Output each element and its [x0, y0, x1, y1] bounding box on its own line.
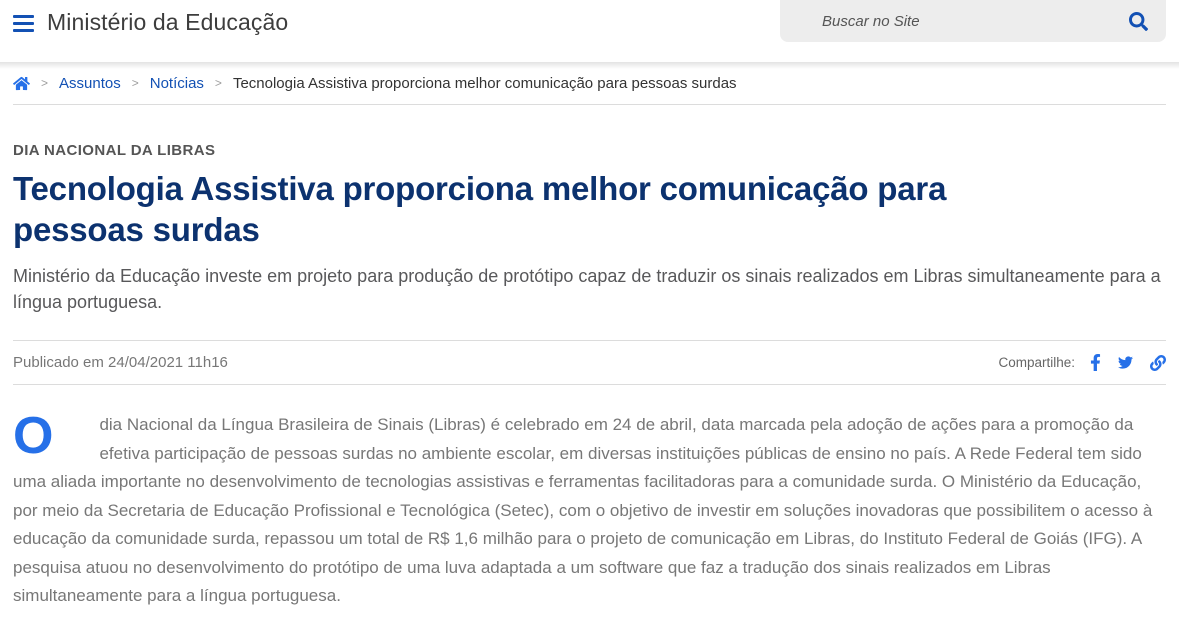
share-bar [998, 354, 1166, 371]
search-icon [1129, 12, 1148, 31]
search-box [780, 0, 1166, 42]
body-text: dia Nacional da Língua Brasileira de Sinais (Libras) é celebrado em 24 de abril, data marcada pela adoção de ações para a promoção da efetiva participação de pessoas surdas no ambiente escolar, em diversas instituições públicas de ensino no país. A Rede Federal tem sido uma aliada importante no desenvolvimento de tecnologias assistivas e ferramentas facilitadoras para a comunidade surda. O Ministério da Educação, por meio da Secretaria de Educação Profissional e Tecnológica (Setec), com o objetivo de investir em soluções inovadoras que possibilitem o acesso à educação da comunidade surda, repassou um total de R$ 1,6 milhão para o projeto de comunicação em Libras, do Instituto Federal de Goiás (IFG). A pesquisa atuou no desenvolvimento do protótipo de uma luva adaptada a um software que faz a tradução dos sinais realizados em Libras simultaneamente para a língua portuguesa. [13, 415, 1153, 605]
article-meta-row [13, 340, 1166, 385]
breadcrumb-separator: > [41, 76, 49, 90]
search-button[interactable] [1129, 12, 1148, 31]
breadcrumb-current-page: Tecnologia Assistiva proporciona melhor comunicação para pessoas surdas [232, 74, 737, 92]
header [0, 0, 1179, 62]
article [0, 142, 1179, 611]
share-label: Compartilhe: [998, 355, 1075, 370]
breadcrumb-link-assuntos[interactable]: Assuntos [59, 74, 121, 92]
search-input[interactable] [820, 12, 1129, 31]
published-date: Publicado em 24/04/2021 11h16 [13, 354, 228, 371]
site-title: Ministério da Educação [47, 9, 289, 35]
article-body [13, 407, 1166, 611]
article-subtitle: Ministério da Educação investe em projeto para produção de protótipo capaz de traduzir os sinais realizados em Libras simultaneamente para a língua portuguesa. [13, 266, 1161, 312]
twitter-icon[interactable] [1116, 355, 1135, 370]
facebook-icon[interactable] [1090, 354, 1101, 371]
home-icon [13, 76, 30, 91]
breadcrumb [13, 62, 1166, 105]
breadcrumb-link-noticias[interactable]: Notícias [149, 74, 204, 92]
link-icon[interactable] [1150, 355, 1166, 371]
article-title: Tecnologia Assistiva proporciona melhor comunicação para pessoas surdas [13, 170, 947, 248]
menu-hamburger-icon[interactable] [13, 13, 34, 32]
breadcrumb-home-link[interactable] [13, 76, 30, 91]
breadcrumb-separator: > [214, 76, 222, 90]
dropcap: O [13, 407, 54, 465]
article-category: DIA NACIONAL DA LIBRAS [13, 142, 216, 159]
breadcrumb-separator: > [131, 76, 139, 90]
